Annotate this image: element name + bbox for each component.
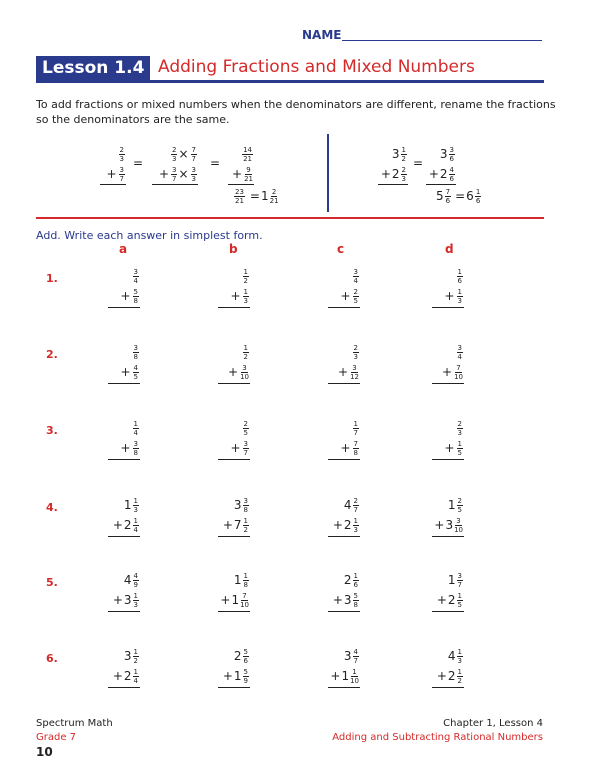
equals-sign: = [133,156,144,170]
answer-line[interactable] [218,459,250,460]
example-divider [327,134,329,212]
plus-sign: + [436,593,447,607]
plus-sign: + [228,365,239,379]
answer-line[interactable] [328,307,360,308]
fraction: $\frac{1}{2}$ [243,343,248,361]
answer-line[interactable] [328,459,360,460]
row-number: 1. [46,272,58,285]
fraction: $\frac{4}{9}$ [133,571,138,589]
equals-sign: = [210,156,221,170]
whole-number: 3 [343,593,352,607]
lesson-tag: Lesson 1.4 [36,56,150,80]
addition-problem [218,646,250,688]
fraction: $\frac{3}{4}$ [133,267,138,285]
addition-problem [432,570,464,612]
example-2-renamed: 3 $\frac{3}{6}$ + 2 $\frac{4}{6}$ 5 $\frac{7}{6}$ = 6 $\frac{1}{6}$ [426,144,482,207]
fraction: $\frac{1}{6}$ [353,571,358,589]
fraction: $\frac{1}{6}$ [457,267,462,285]
fraction: $\frac{1}{2}$ [243,516,248,534]
column-header-b: b [229,242,238,256]
instructions: Add. Write each answer in simplest form. [36,229,263,242]
answer-line[interactable] [432,611,464,612]
fraction: $\frac{1}{3}$ [457,287,462,305]
plus-sign: + [120,441,131,455]
fraction: $\frac{1}{2}$ [457,667,462,685]
answer-line[interactable] [328,611,360,612]
addition-problem [432,266,464,308]
example-1: $\frac{2}{3}$ + $\frac{3}{7}$ [100,144,126,185]
whole-number: 2 [343,518,352,532]
fraction: $\frac{5}{8}$ [133,287,138,305]
plus-sign: + [230,441,241,455]
fraction: $\frac{3}{7}$ [457,571,462,589]
addition-problem [328,495,360,537]
row-number: 3. [46,424,58,437]
fraction: $\frac{7}{10}$ [240,591,249,609]
plus-sign: + [444,441,455,455]
fraction: $\frac{1}{3}$ [133,496,138,514]
addition-problem [218,266,250,308]
fraction: $\frac{3}{12}$ [350,363,359,381]
fraction: $\frac{1}{4}$ [133,667,138,685]
plus-sign: + [340,289,351,303]
whole-number: 2 [447,593,456,607]
row-number: 6. [46,652,58,665]
answer-line[interactable] [328,536,360,537]
addition-problem [328,342,360,384]
fraction: $\frac{2}{3}$ [119,145,124,163]
plus-sign: + [332,518,343,532]
whole-number: 1 [341,669,350,683]
whole-number: 1 [231,593,240,607]
addition-problem [328,266,360,308]
fraction: $\frac{1}{2}$ [243,267,248,285]
addition-problem [108,495,140,537]
answer-line[interactable] [108,611,140,612]
plus-sign: + [120,289,131,303]
fraction: $\frac{3}{4}$ [457,343,462,361]
addition-problem [432,418,464,460]
whole-number: 2 [233,649,242,663]
column-header-d: d [445,242,454,256]
whole-number: 1 [233,573,242,587]
fraction: $\frac{3}{8}$ [133,343,138,361]
banner-rule [36,80,544,83]
answer-line[interactable] [108,459,140,460]
addition-problem [432,342,464,384]
footer-grade: Grade 7 [36,732,77,743]
fraction: $\frac{1}{3}$ [457,647,462,665]
whole-number: 4 [447,649,456,663]
fraction: $\frac{1}{8}$ [243,571,248,589]
row-number: 4. [46,501,58,514]
fraction: $\frac{3}{8}$ [243,496,248,514]
plus-sign: + [112,518,123,532]
answer-line[interactable] [218,536,250,537]
whole-number: 4 [123,573,132,587]
fraction: $\frac{5}{9}$ [243,667,248,685]
plus-sign: + [332,593,343,607]
fraction: $\frac{2}{3}$ [457,419,462,437]
example-2: 3 $\frac{1}{2}$ + 2 $\frac{2}{3}$ [378,144,408,185]
addition-problem [432,646,464,688]
whole-number: 2 [447,669,456,683]
fraction: $\frac{4}{7}$ [353,647,358,665]
name-field-line[interactable] [342,28,542,41]
fraction: $\frac{2}{5}$ [243,419,248,437]
fraction: $\frac{3}{8}$ [133,439,138,457]
whole-number: 2 [343,573,352,587]
whole-number: 1 [123,498,132,512]
intro-text: To add fractions or mixed numbers when the denominators are different, rename the fractions so the denominators are the same. [36,98,556,126]
fraction: $\frac{2}{5}$ [353,287,358,305]
addition-problem [432,495,464,537]
answer-line[interactable] [432,536,464,537]
fraction: $\frac{3}{10}$ [454,516,463,534]
fraction: $\frac{7}{8}$ [353,439,358,457]
answer-line[interactable] [108,383,140,384]
whole-number: 2 [123,669,132,683]
fraction: $\frac{3}{10}$ [240,363,249,381]
answer-line[interactable] [218,383,250,384]
fraction: $\frac{1}{3}$ [353,516,358,534]
plus-sign: + [222,518,233,532]
fraction: $\frac{2}{3}$ [353,343,358,361]
footer-book: Spectrum Math [36,718,113,729]
answer-line[interactable] [108,307,140,308]
plus-sign: + [220,593,231,607]
fraction: $\frac{1}{2}$ [133,647,138,665]
fraction: $\frac{1}{4}$ [133,419,138,437]
whole-number: 1 [447,498,456,512]
whole-number: 4 [343,498,352,512]
footer-topic: Adding and Subtracting Rational Numbers [332,732,543,743]
addition-problem [108,342,140,384]
answer-line[interactable] [108,536,140,537]
whole-number: 3 [445,518,454,532]
example-1-conversion: $\frac{2}{3}$ × $\frac{7}{7}$ + $\frac{3}{7}$ × $\frac{3}{3}$ [152,144,198,185]
example-1-renamed: $\frac{14}{21}$ + $\frac{9}{21}$ $\frac{23}{21}$ = 1 $\frac{2}{21}$ [228,144,280,207]
fraction: $\frac{3}{4}$ [353,267,358,285]
whole-number: 1 [447,573,456,587]
fraction: $\frac{2}{7}$ [353,496,358,514]
addition-problem [218,342,250,384]
plus-sign: + [442,365,453,379]
fraction: $\frac{4}{5}$ [133,363,138,381]
plus-sign: + [222,669,233,683]
plus-sign: + [112,669,123,683]
answer-line[interactable] [432,459,464,460]
plus-sign: + [434,518,445,532]
addition-problem [328,418,360,460]
row-number: 5. [46,576,58,589]
fraction: $\frac{5}{8}$ [353,591,358,609]
fraction: $\frac{3}{7}$ [243,439,248,457]
fraction: $\frac{2}{5}$ [457,496,462,514]
fraction: $\frac{7}{10}$ [454,363,463,381]
plus-sign: + [112,593,123,607]
answer-line[interactable] [432,687,464,688]
plus-sign: + [330,669,341,683]
whole-number: 7 [233,518,242,532]
lesson-title: Adding Fractions and Mixed Numbers [158,57,475,77]
answer-line[interactable] [432,383,464,384]
answer-line[interactable] [218,611,250,612]
footer-chapter: Chapter 1, Lesson 4 [443,718,543,729]
fraction: $\frac{1}{5}$ [457,439,462,457]
fraction: $\frac{1}{4}$ [133,516,138,534]
whole-number: 1 [233,669,242,683]
whole-number: 3 [123,649,132,663]
fraction: $\frac{1}{10}$ [350,667,359,685]
plus-sign: + [340,441,351,455]
name-label: NAME [302,28,342,42]
column-header-c: c [337,242,345,256]
addition-problem [108,266,140,308]
whole-number: 3 [343,649,352,663]
fraction: $\frac{1}{5}$ [457,591,462,609]
fraction: $\frac{1}{7}$ [353,419,358,437]
addition-problem [218,570,250,612]
plus-sign: + [444,289,455,303]
fraction: $\frac{1}{3}$ [133,591,138,609]
equals-sign: = [413,156,424,170]
addition-problem [108,570,140,612]
row-number: 2. [46,348,58,361]
column-header-a: a [119,242,128,256]
fraction: $\frac{1}{3}$ [243,287,248,305]
plus-sign: + [230,289,241,303]
answer-line[interactable] [108,687,140,688]
addition-problem [328,570,360,612]
addition-problem [218,418,250,460]
plus-sign: + [436,669,447,683]
whole-number: 3 [233,498,242,512]
whole-number: 2 [123,518,132,532]
section-rule [36,217,544,219]
fraction: $\frac{5}{6}$ [243,647,248,665]
answer-line[interactable] [432,307,464,308]
answer-line[interactable] [328,383,360,384]
page-number: 10 [36,745,53,759]
addition-problem [108,418,140,460]
fraction: $\frac{3}{7}$ [119,165,124,183]
plus-sign: + [120,365,131,379]
answer-line[interactable] [328,687,360,688]
answer-line[interactable] [218,687,250,688]
addition-problem [328,646,360,688]
plus-sign: + [338,365,349,379]
whole-number: 3 [123,593,132,607]
addition-problem [108,646,140,688]
answer-line[interactable] [218,307,250,308]
addition-problem [218,495,250,537]
